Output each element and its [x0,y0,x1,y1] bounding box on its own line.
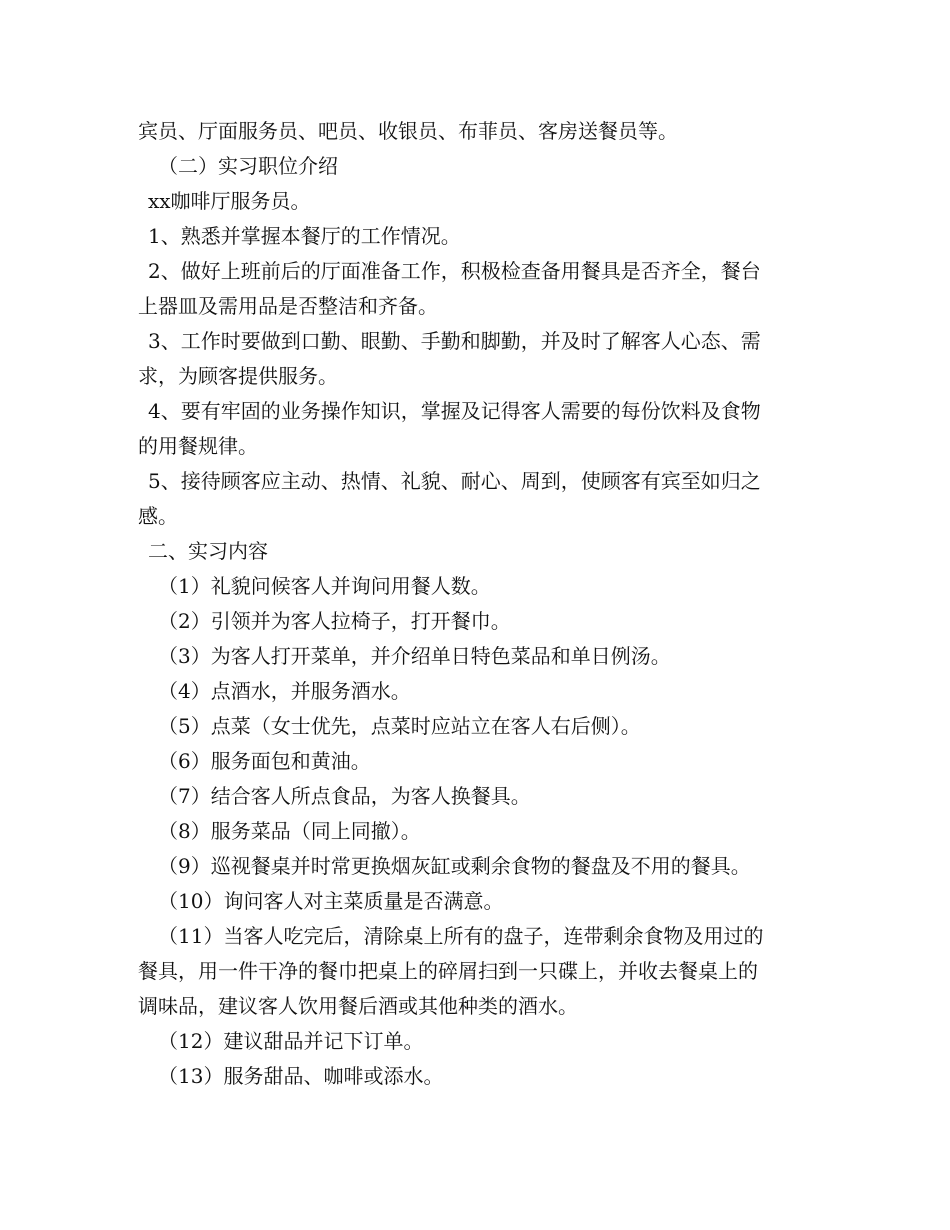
content-item-4: （4）点酒水，并服务酒水。 [158,679,411,703]
content-item-10: （10）询问客人对主菜质量是否满意。 [158,889,504,913]
text-line-position: xx咖啡厅服务员。 [148,189,311,213]
content-item-11-cont-2: 调味品，建议客人饮用餐后酒或其他种类的酒水。 [138,994,578,1018]
content-item-7: （7）结合客人所点食品，为客人换餐具。 [158,784,531,808]
section-heading-position-intro: （二）实习职位介绍 [158,154,338,178]
content-item-13: （13）服务甜品、咖啡或添水。 [158,1064,444,1088]
content-item-5: （5）点菜（女士优先，点菜时应站立在客人右后侧）。 [158,714,641,738]
duty-item-1: 1、熟悉并掌握本餐厅的工作情况。 [148,224,461,248]
document-body [138,114,818,1094]
duty-item-3-cont: 求，为顾客提供服务。 [138,364,338,388]
duty-item-4-cont: 的用餐规律。 [138,434,258,458]
content-item-8: （8）服务菜品（同上同撤）。 [158,819,421,843]
duty-item-5-cont: 感。 [138,504,178,528]
content-item-2: （2）引领并为客人拉椅子，打开餐巾。 [158,609,511,633]
text-line-continuation: 宾员、厅面服务员、吧员、收银员、布菲员、客房送餐员等。 [138,119,678,143]
duty-item-5: 5、接待顾客应主动、热情、礼貌、耐心、周到，使顾客有宾至如归之 [148,469,761,493]
content-item-11: （11）当客人吃完后，清除桌上所有的盘子，连带剩余食物及用过的 [158,924,764,948]
content-item-11-cont-1: 餐具，用一件干净的餐巾把桌上的碎屑扫到一只碟上，并收去餐桌上的 [138,959,758,983]
section-heading-internship-content: 二、实习内容 [148,539,268,563]
duty-item-2: 2、做好上班前后的厅面准备工作，积极检查备用餐具是否齐全，餐台 [148,259,761,283]
content-item-1: （1）礼貌问候客人并询问用餐人数。 [158,574,491,598]
duty-item-3: 3、工作时要做到口勤、眼勤、手勤和脚勤，并及时了解客人心态、需 [148,329,761,353]
duty-item-4: 4、要有牢固的业务操作知识，掌握及记得客人需要的每份饮料及食物 [148,399,761,423]
content-item-3: （3）为客人打开菜单，并介绍单日特色菜品和单日例汤。 [158,644,671,668]
content-item-6: （6）服务面包和黄油。 [158,749,371,773]
content-item-9: （9）巡视餐桌并时常更换烟灰缸或剩余食物的餐盘及不用的餐具。 [158,854,751,878]
content-item-12: （12）建议甜品并记下订单。 [158,1029,424,1053]
duty-item-2-cont: 上器皿及需用品是否整洁和齐备。 [138,294,438,318]
